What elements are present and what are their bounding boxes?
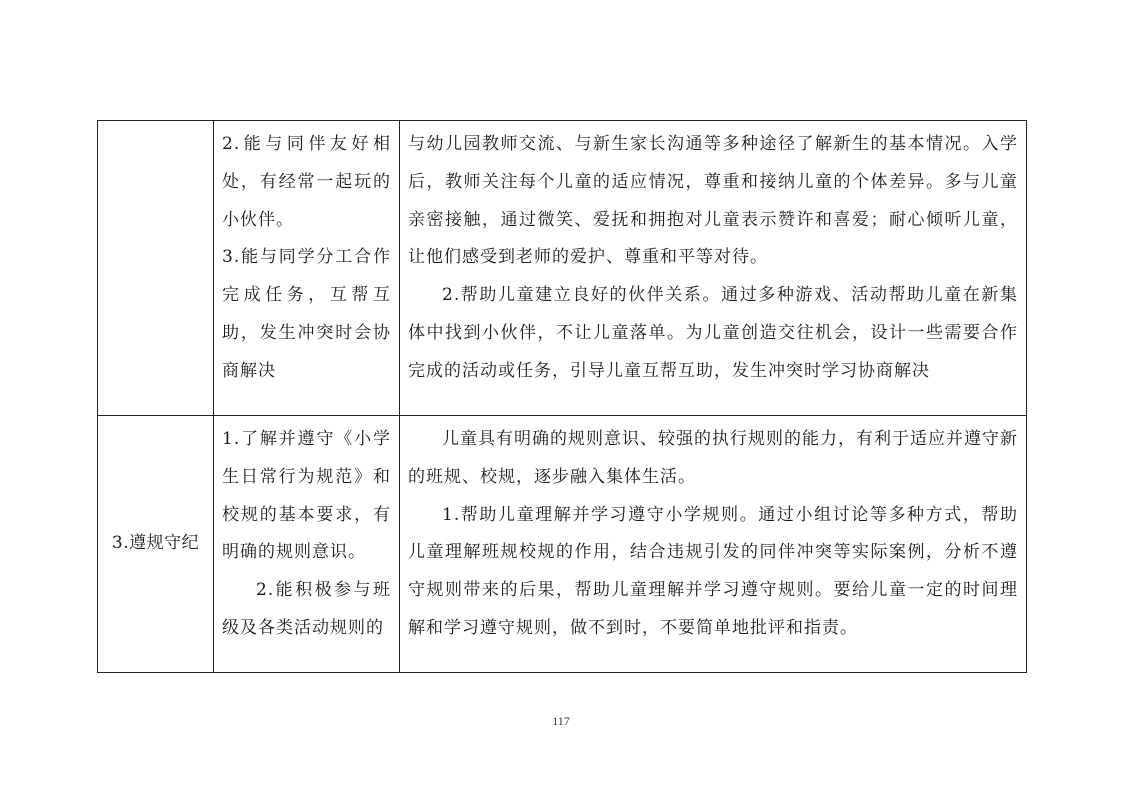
goal-item: 2.能与同伴友好相处，有经常一起玩的小伙伴。 (222, 134, 391, 230)
advice-paragraph: 2.帮助儿童建立良好的伙伴关系。通过多种游戏、活动帮助儿童在新集体中找到小伙伴，不让儿童落单。为儿童创造交往机会，设计一些需要合作完成的活动或任务，引导儿童互帮互助，发生冲突时学习协商解决 (408, 285, 1018, 381)
goal-cell (214, 121, 400, 416)
goal-item: 3.能与同学分工合作完成任务，互帮互助，发生冲突时会协商解决 (222, 247, 391, 381)
table-row (98, 121, 1027, 416)
advice-paragraph: 1.帮助儿童理解并学习遵守小学规则。通过小组讨论等多种方式，帮助儿童理解班规校规的作用，结合违规引发的同伴冲突等实际案例，分析不遵守规则带来的后果，帮助儿童理解并学习遵守规则。要给儿童一定的时间理解和学习遵守规则，做不到时，不要简单地批评和指责。 (408, 504, 1018, 638)
goal-item: 1.了解并遵守《小学生日常行为规范》和校规的基本要求，有明确的规则意识。 (222, 429, 391, 563)
topic-cell (98, 121, 214, 416)
guidance-table (97, 120, 1027, 673)
advice-cell (400, 416, 1027, 673)
advice-cell (400, 121, 1027, 416)
advice-paragraph: 与幼儿园教师交流、与新生家长沟通等多种途径了解新生的基本情况。入学后，教师关注每个儿童的适应情况，尊重和接纳儿童的个体差异。多与儿童亲密接触，通过微笑、爱抚和拥抱对儿童表示赞许和喜爱；耐心倾听儿童，让他们感受到老师的爱护、尊重和平等对待。 (408, 134, 1018, 268)
page-number: 117 (552, 714, 570, 728)
advice-paragraph: 儿童具有明确的规则意识、较强的执行规则的能力，有利于适应并遵守新的班规、校规，逐步融入集体生活。 (408, 429, 1018, 487)
table-row (98, 416, 1027, 673)
topic-cell (98, 416, 214, 673)
goal-item: 2.能积极参与班级及各类活动规则的 (222, 580, 391, 638)
topic-label: 3.遵规守纪 (111, 533, 200, 554)
goal-cell (214, 416, 400, 673)
